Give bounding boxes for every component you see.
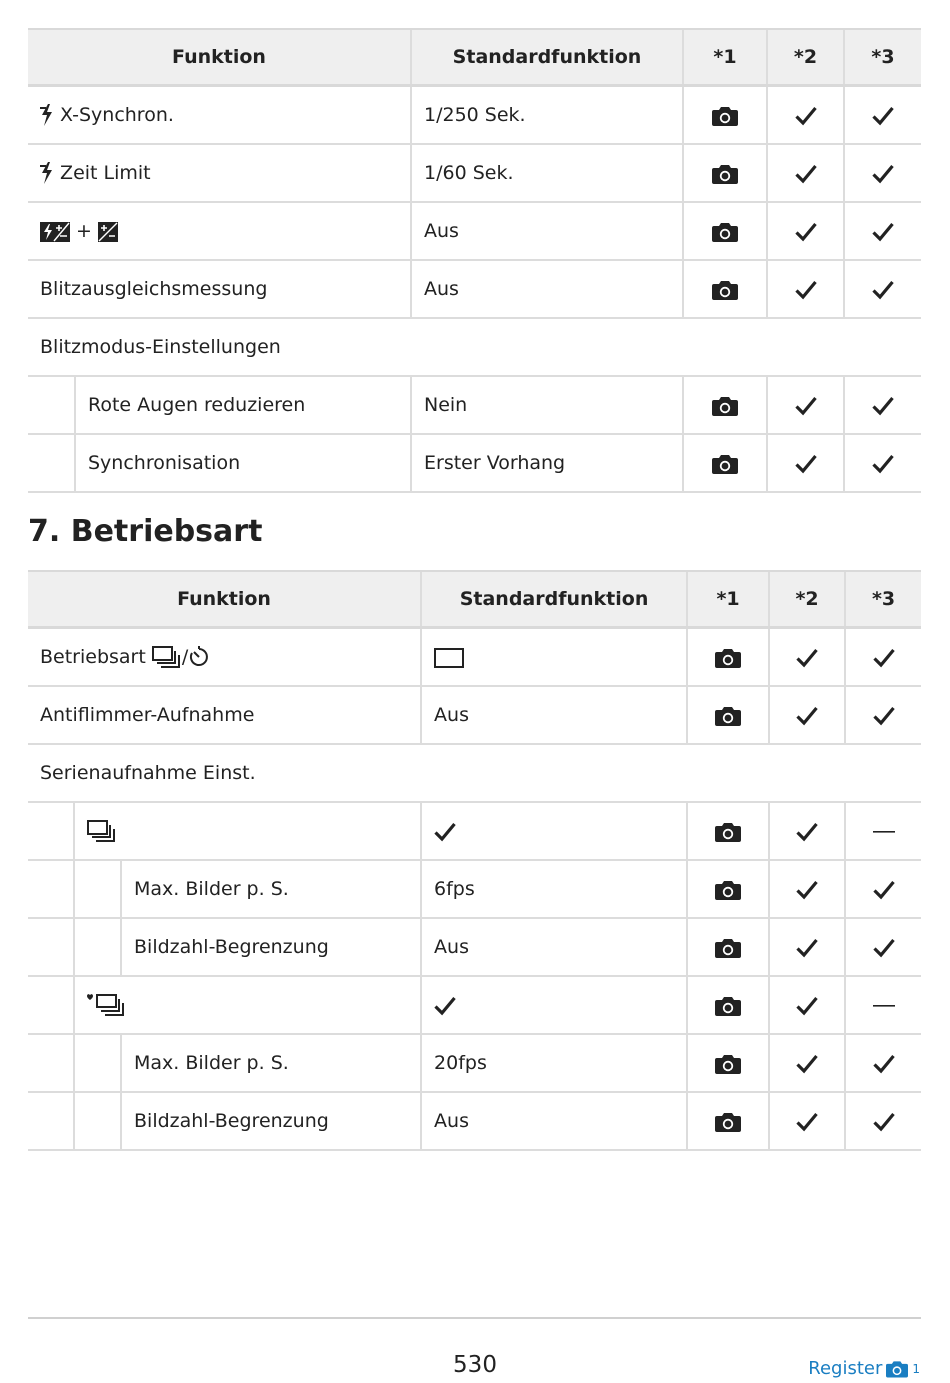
row-label: Max. Bilder p. S.: [121, 1034, 421, 1092]
camera-icon: [715, 880, 741, 900]
dash-icon: [873, 1004, 895, 1008]
row-label: Zeit Limit: [60, 161, 151, 184]
silent-sequential-icon: [87, 993, 127, 1017]
camera-icon: [715, 706, 741, 726]
row-value: 20fps: [421, 1034, 687, 1092]
check-icon: [872, 222, 894, 242]
drive-mode-table: [28, 570, 921, 1151]
single-frame-icon: [434, 648, 464, 668]
table-row: [28, 434, 921, 492]
sequential-icon: [87, 820, 117, 842]
register-label: Register: [808, 1358, 883, 1379]
header-col3: *3: [845, 571, 921, 628]
check-icon: [872, 164, 894, 184]
exposure-comp-icon: [98, 222, 118, 242]
table-row: [28, 1034, 921, 1092]
table-row: [28, 976, 921, 1034]
check-icon: [873, 938, 895, 958]
header-standardfunktion: Standardfunktion: [421, 571, 687, 628]
table-row: [28, 686, 921, 744]
check-icon: [796, 648, 818, 668]
header-col3: *3: [844, 29, 921, 86]
check-icon: [795, 396, 817, 416]
table-row: [28, 376, 921, 434]
row-value: Aus: [421, 686, 687, 744]
check-icon: [796, 1112, 818, 1132]
row-label: Bildzahl-Begrenzung: [121, 918, 421, 976]
check-icon: [872, 396, 894, 416]
self-timer-icon: [188, 646, 210, 668]
camera-icon: [712, 164, 738, 184]
footer-divider: [28, 1317, 921, 1319]
group-row: [28, 744, 921, 802]
row-label: Antiflimmer-Aufnahme: [28, 686, 421, 744]
row-value: Aus: [421, 918, 687, 976]
check-icon: [872, 454, 894, 474]
row-label: X-Synchron.: [60, 103, 174, 126]
table-row: [28, 1092, 921, 1150]
row-value: 1/250 Sek.: [411, 86, 683, 145]
row-label: Blitzausgleichsmessung: [28, 260, 411, 318]
page-number: 530: [453, 1352, 497, 1378]
row-value: Erster Vorhang: [411, 434, 683, 492]
check-icon: [795, 164, 817, 184]
row-label: Betriebsart: [40, 645, 146, 668]
camera-icon: [715, 1112, 741, 1132]
flash-icon: [40, 162, 54, 184]
check-icon: [796, 938, 818, 958]
check-icon: [795, 106, 817, 126]
row-value: Nein: [411, 376, 683, 434]
camera-icon: [712, 106, 738, 126]
row-label: Max. Bilder p. S.: [121, 860, 421, 918]
row-value: Aus: [421, 1092, 687, 1150]
camera-icon: [715, 822, 741, 842]
plus-sign: +: [76, 220, 92, 242]
group-label: Blitzmodus-Einstellungen: [28, 318, 921, 376]
dash-icon: [873, 830, 895, 834]
check-icon: [873, 648, 895, 668]
table-header-row: [28, 29, 921, 86]
table-row: [28, 860, 921, 918]
header-col1: *1: [683, 29, 767, 86]
row-value: Aus: [411, 260, 683, 318]
flash-settings-table: [28, 28, 921, 493]
table-row: [28, 144, 921, 202]
check-icon: [795, 280, 817, 300]
header-col2: *2: [767, 29, 844, 86]
camera-tab-icon: [886, 1360, 908, 1378]
flash-icon: [40, 104, 54, 126]
table-row: [28, 86, 921, 145]
flash-exposure-comp-icon: [40, 222, 70, 242]
group-label: Serienaufnahme Einst.: [28, 744, 921, 802]
camera-icon: [712, 396, 738, 416]
header-funktion: Funktion: [28, 571, 421, 628]
check-icon: [872, 280, 894, 300]
table-row: [28, 260, 921, 318]
check-icon: [795, 454, 817, 474]
header-standardfunktion: Standardfunktion: [411, 29, 683, 86]
register-link[interactable]: [808, 1358, 920, 1379]
slash: /: [181, 645, 189, 668]
check-icon: [796, 996, 818, 1016]
camera-icon: [712, 454, 738, 474]
check-icon: [796, 706, 818, 726]
row-label: Synchronisation: [75, 434, 411, 492]
check-icon: [434, 996, 456, 1016]
check-icon: [872, 106, 894, 126]
table-row: [28, 802, 921, 860]
sequential-icon: [152, 646, 182, 668]
check-icon: [796, 1054, 818, 1074]
check-icon: [873, 1112, 895, 1132]
check-icon: [796, 880, 818, 900]
row-value: 6fps: [421, 860, 687, 918]
row-value: 1/60 Sek.: [411, 144, 683, 202]
header-funktion: Funktion: [28, 29, 411, 86]
check-icon: [796, 822, 818, 842]
header-col1: *1: [687, 571, 769, 628]
camera-icon: [715, 1054, 741, 1074]
header-col2: *2: [769, 571, 845, 628]
row-label: Bildzahl-Begrenzung: [121, 1092, 421, 1150]
camera-icon: [712, 280, 738, 300]
table-row: [28, 202, 921, 260]
check-icon: [873, 1054, 895, 1074]
camera-icon: [715, 938, 741, 958]
table-row: [28, 918, 921, 976]
camera-icon: [715, 996, 741, 1016]
camera-icon: [712, 222, 738, 242]
check-icon: [434, 822, 456, 842]
table-row: [28, 628, 921, 687]
section-title: 7. Betriebsart: [28, 514, 263, 549]
check-icon: [873, 880, 895, 900]
check-icon: [873, 706, 895, 726]
check-icon: [795, 222, 817, 242]
register-subscript: 1: [912, 1361, 920, 1376]
row-value: Aus: [411, 202, 683, 260]
row-label: Rote Augen reduzieren: [75, 376, 411, 434]
group-row: [28, 318, 921, 376]
camera-icon: [715, 648, 741, 668]
table-header-row: [28, 571, 921, 628]
